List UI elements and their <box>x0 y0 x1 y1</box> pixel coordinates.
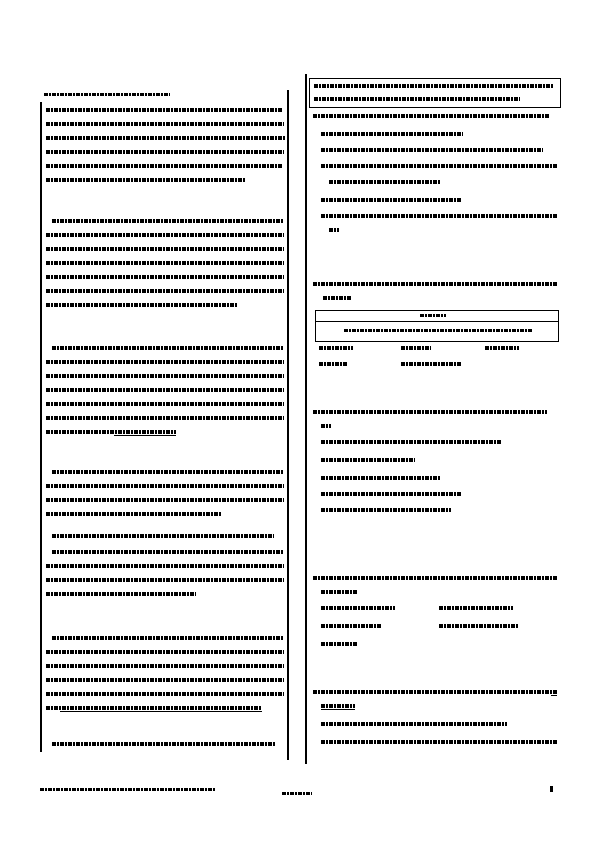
table-cell <box>401 362 461 366</box>
right-border <box>287 90 289 760</box>
footer-right-placeholder <box>550 786 553 792</box>
left-border <box>40 102 42 752</box>
table-cell <box>485 346 519 350</box>
footer-center-placeholder <box>282 792 312 795</box>
table <box>315 310 559 342</box>
table-cell <box>319 346 353 350</box>
table-header <box>420 314 446 317</box>
right-column <box>305 74 560 764</box>
footer-left-placeholder <box>40 788 216 791</box>
table-cell <box>319 362 347 366</box>
table-cell <box>401 346 431 350</box>
footer <box>0 780 595 800</box>
table-subheader <box>344 329 532 332</box>
right-column-border <box>305 74 307 764</box>
top-box <box>309 78 561 108</box>
section-title-placeholder <box>44 93 170 96</box>
left-column <box>40 90 290 760</box>
